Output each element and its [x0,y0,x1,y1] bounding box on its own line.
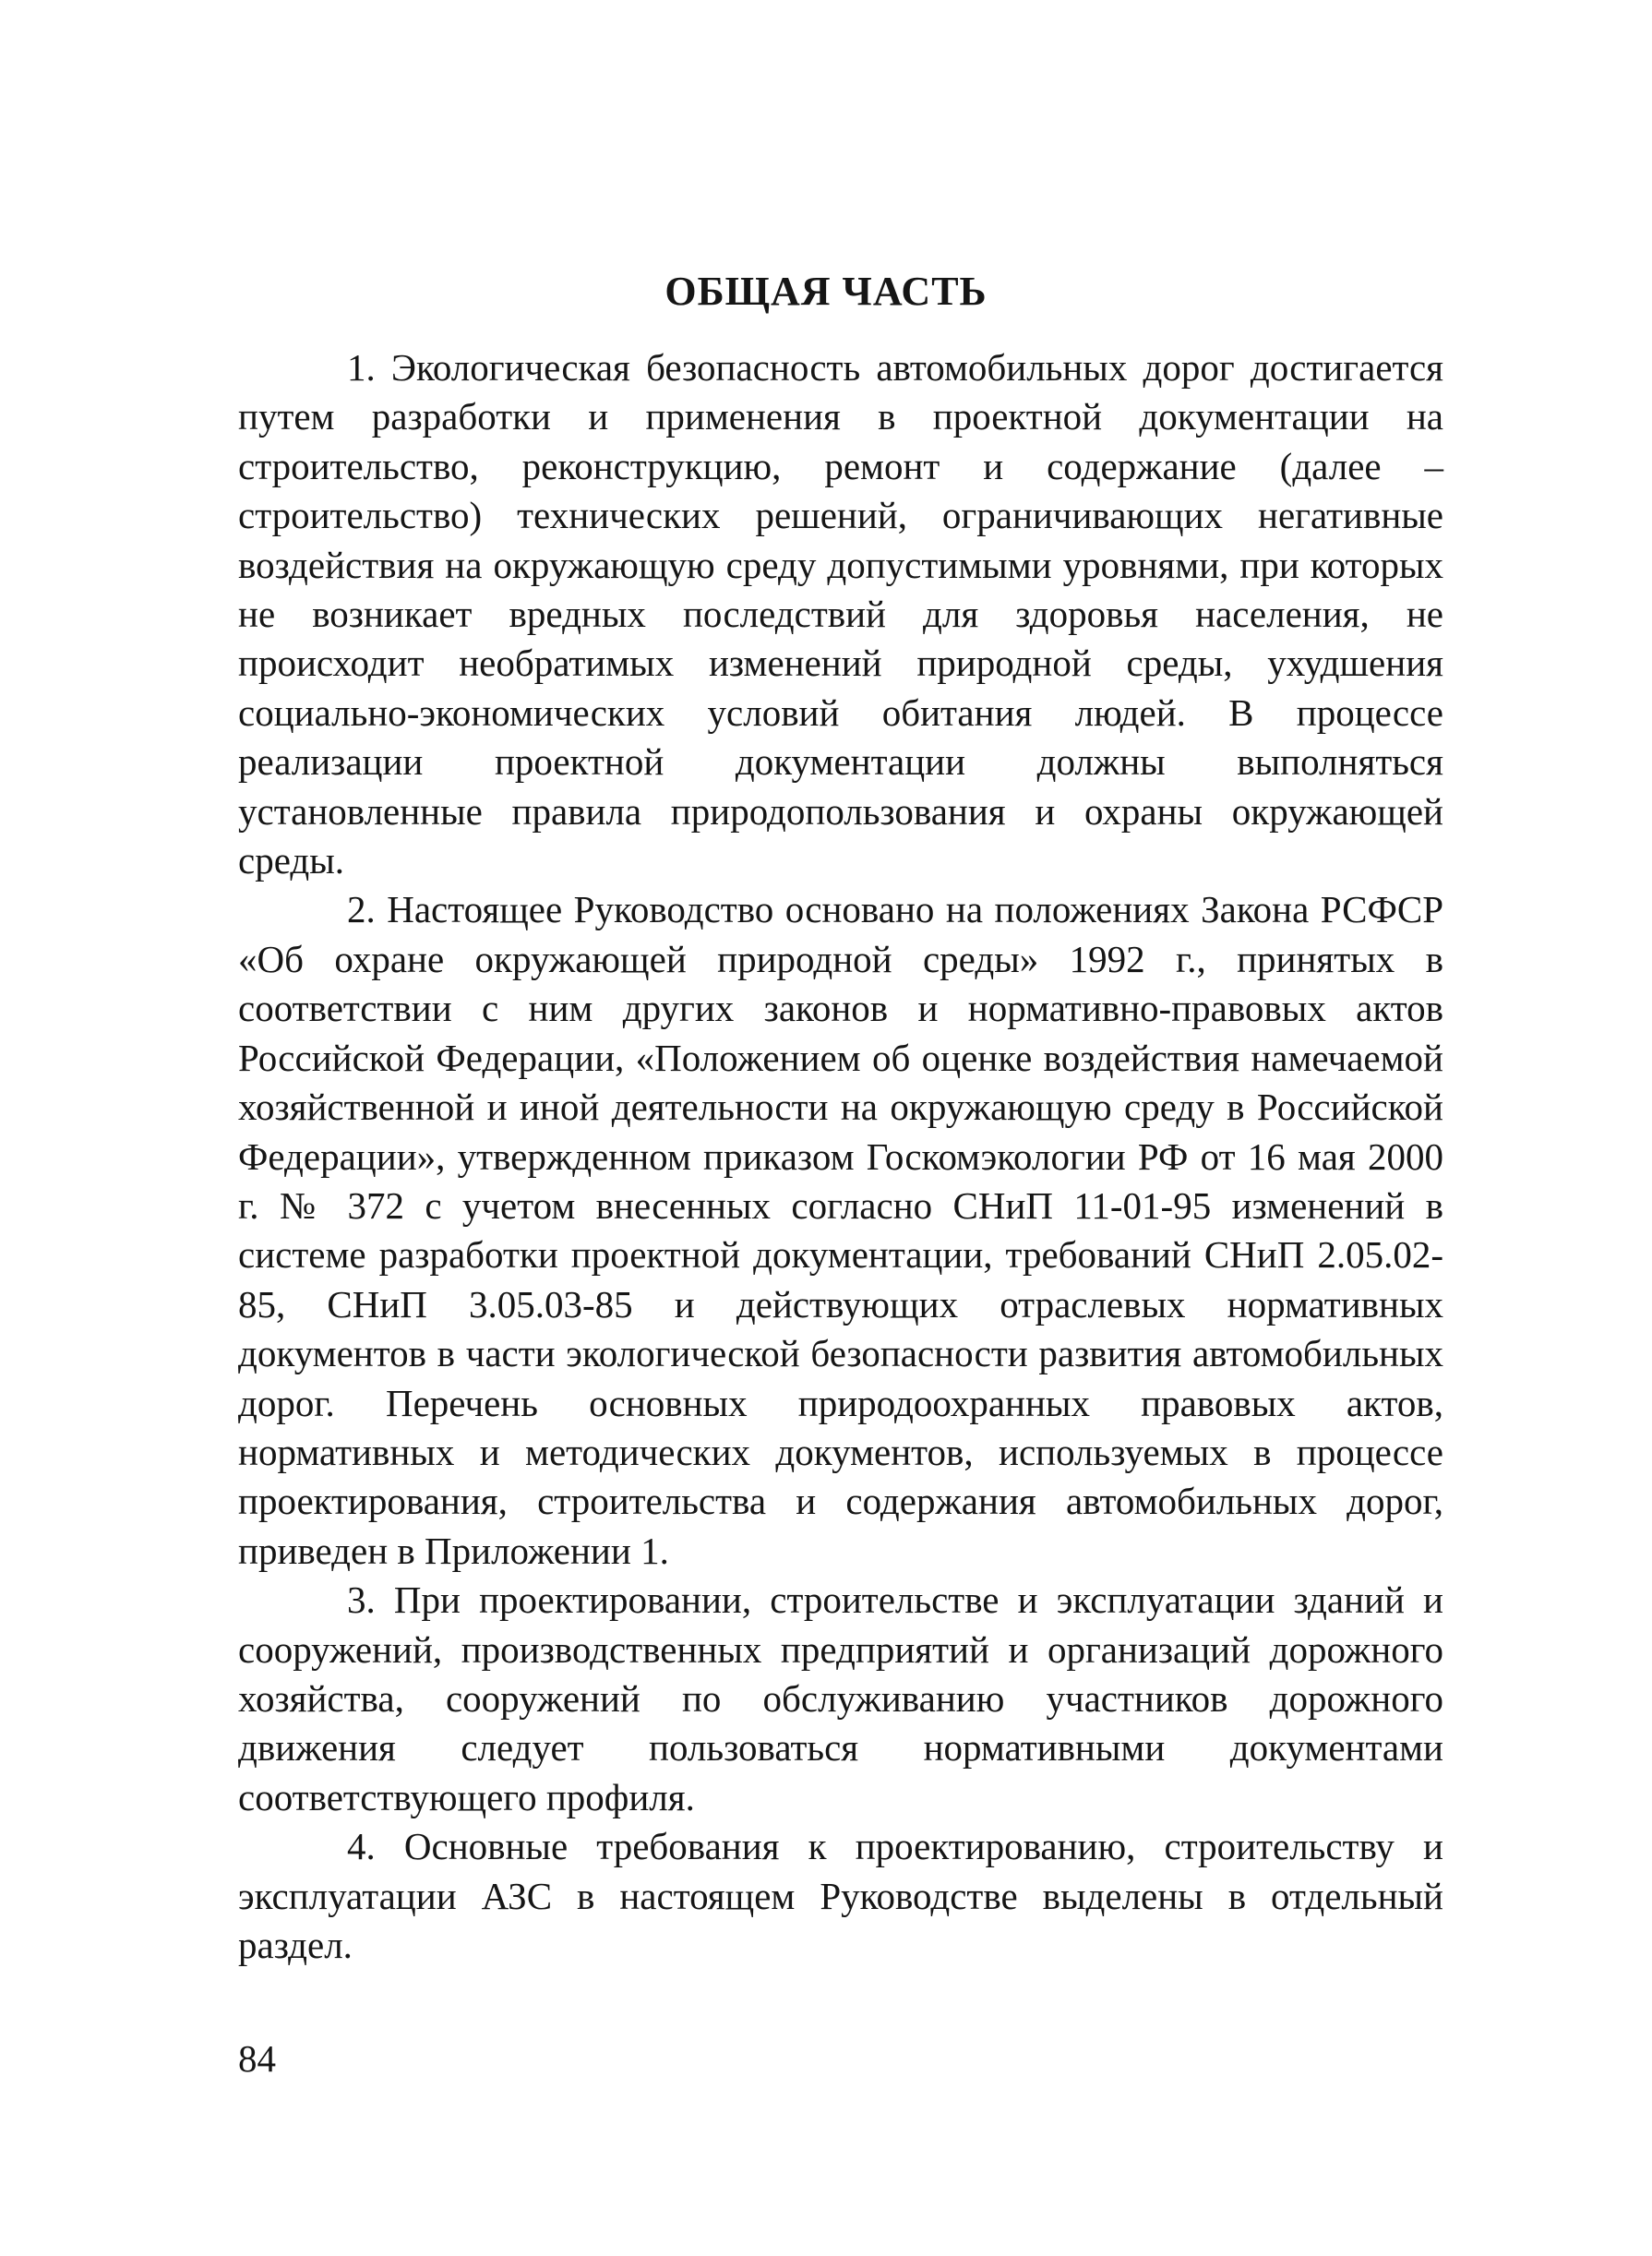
body-text [238,343,1443,1970]
page-number: 84 [238,2037,276,2080]
paragraph-3: 3. При проектировании, строительстве и эксплуатации зданий и сооружений, производственных предприятий и организаций дорожного хозяйства, сооружений по обслуживанию участников дорожного движения следует пользоваться нормативными документами соответствующего профиля. [238,1578,1443,1818]
section-heading: ОБЩАЯ ЧАСТЬ [664,269,988,314]
paragraph-4: 4. Основные требования к проектированию, строительству и эксплуатации АЗС в настоящем Руководстве выделены в отдельный раздел. [238,1825,1443,1966]
paragraph-2: 2. Настоящее Руководство основано на положениях Закона РСФСР «Об охране окружающей природной среды» 1992 г., принятых в соответствии с ним других законов и нормативно-правовых актов Российской Федерации, «Положением об оценке воздействия намечаемой хозяйственной и иной деятельности на окружающую среду в Российской Федерации», утвержденном приказом Госкомэкологии РФ от 16 мая 2000 г. № 372 с учетом внесенных согласно СНиП 11-01-95 изменений в системе разработки проектной документации, требований СНиП 2.05.02-85, СНиП 3.05.03-85 и действующих отраслевых нормативных документов в части экологической безопасности развития автомобильных дорог. Перечень основных природоохранных правовых актов, нормативных и методических документов, используемых в процессе проектирования, строительства и содержания автомобильных дорог, приведен в Приложении 1. [238,888,1443,1572]
paragraph-1: 1. Экологическая безопасность автомобильных дорог достигается путем разработки и применения в проектной документации на строительство, реконструкцию, ремонт и содержание (далее – строительство) технических решений, ограничивающих негативные воздействия на окружающую среду допустимыми уровнями, при которых не возникает вредных последствий для здоровья населения, не происходит необратимых изменений природной среды, ухудшения социально-экономических условий обитания людей. В процессе реализации проектной документации должны выполняться установленные правила природопользования и охраны окружающей среды. [238,346,1443,882]
